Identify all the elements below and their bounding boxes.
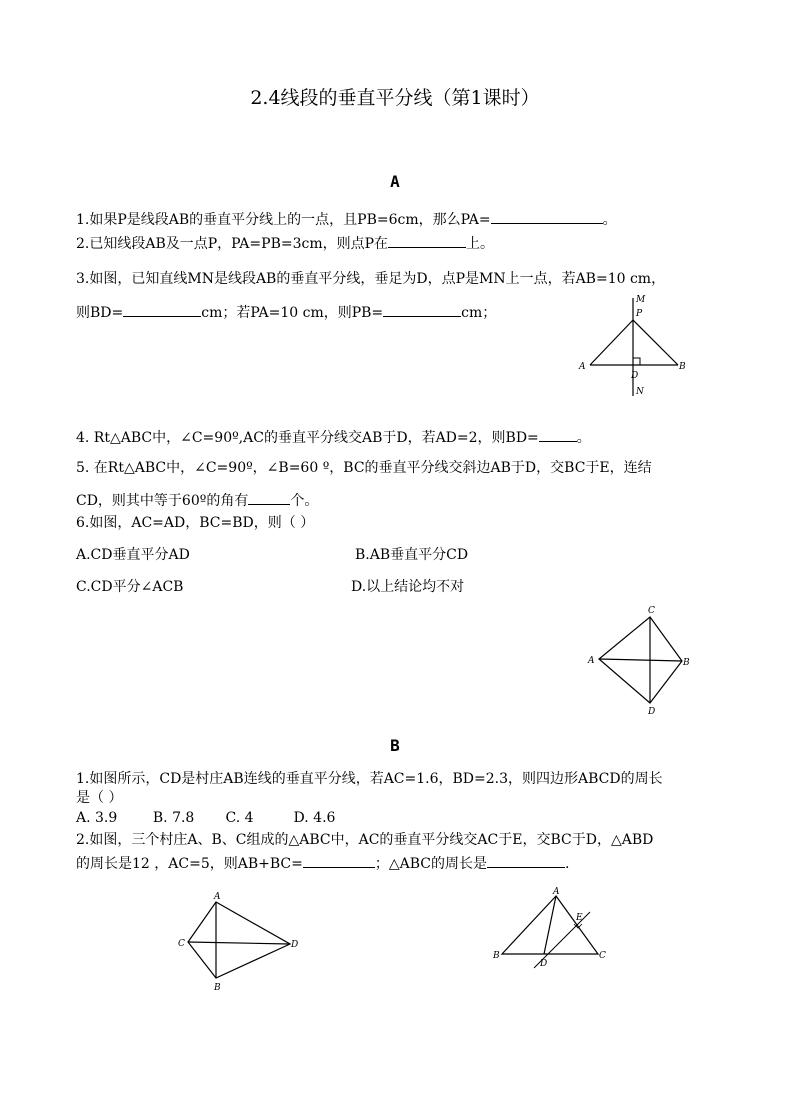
answer-blank[interactable] [487, 853, 565, 868]
answer-blank[interactable] [123, 302, 201, 317]
label-a: A [588, 656, 595, 666]
label-e: E [576, 913, 583, 923]
question-a2 [76, 233, 494, 253]
label-a: A [579, 362, 586, 372]
label-b: B [683, 658, 690, 668]
question-a1 [76, 209, 617, 229]
question-a6-stem: 6.如图，AC=AD，BC=BD，则（ ） [76, 515, 315, 531]
label-d: D [648, 707, 656, 717]
page-title: 2.4线段的垂直平分线（第1课时） [250, 87, 540, 109]
question-text: 。 [576, 430, 591, 446]
question-a3-line2 [76, 302, 496, 322]
label-p: P [636, 309, 643, 319]
answer-blank[interactable] [248, 490, 290, 505]
figure-village-quadrilateral [174, 890, 304, 995]
label-a: A [553, 887, 560, 897]
question-a5-line1: 5. 在Rt△ABC中，∠C=90º，∠B=60 º，BC的垂直平分线交斜边AB于D，交BC于E，连结 [76, 460, 652, 476]
question-text: 。 [602, 212, 617, 228]
answer-blank[interactable] [388, 233, 466, 248]
question-text: 上。 [466, 236, 495, 252]
answer-blank[interactable] [303, 853, 375, 868]
label-d: D [540, 959, 548, 969]
question-text: . [564, 856, 570, 872]
question-text: cm；若PA=10 cm，则PB= [201, 305, 384, 321]
option-a[interactable]: A.CD垂直平分AD [76, 547, 190, 563]
question-text: 2.已知线段AB及一点P，PA=PB=3cm，则点P在 [76, 236, 389, 252]
question-text: 的周长是12 ，AC=5，则AB+BC= [76, 856, 303, 872]
section-b-heading: B [390, 736, 400, 755]
question-text: 1.如果P是线段AB的垂直平分线上的一点，且PB=6cm，那么PA= [76, 212, 491, 228]
answer-blank[interactable] [383, 302, 461, 317]
label-n: N [636, 387, 644, 397]
question-a5-line2 [76, 490, 318, 510]
option-b[interactable]: B.AB垂直平分CD [355, 547, 469, 563]
label-b: B [679, 362, 686, 372]
question-b2-line2 [76, 853, 569, 873]
label-c: C [648, 606, 655, 616]
option-d[interactable]: D.以上结论均不对 [351, 579, 465, 595]
answer-blank[interactable] [491, 209, 603, 224]
figure-kite-acbd [584, 603, 696, 718]
figure-village-triangle [490, 886, 615, 971]
question-b1-options[interactable]: A. 3.9 B. 7.8 C. 4 D. 4.6 [76, 810, 336, 826]
question-b2-line1: 2.如图，三个村庄A、B、C组成的△ABC中，AC的垂直平分线交AC于E，交BC于D，△ABD [76, 832, 654, 848]
question-text: CD，则其中等于60º的角有 [76, 493, 249, 509]
question-text: cm； [461, 305, 497, 321]
question-b1-line2: 是（ ） [76, 790, 123, 806]
option-c[interactable]: C.CD平分∠ACB [76, 579, 184, 595]
question-text: ；△ABC的周长是 [374, 856, 487, 872]
label-d: D [631, 371, 639, 381]
question-text: 个。 [290, 493, 319, 509]
label-a: A [214, 892, 221, 902]
label-c: C [599, 951, 606, 961]
question-a4 [76, 427, 591, 447]
label-m: M [636, 295, 646, 305]
question-a3-line1: 3.如图，已知直线MN是线段AB的垂直平分线，垂足为D，点P是MN上一点，若AB=10 cm， [76, 271, 666, 287]
answer-blank[interactable] [539, 427, 577, 442]
label-d: D [291, 940, 299, 950]
figure-perpendicular-bisector [575, 292, 690, 402]
label-b: B [493, 951, 500, 961]
section-a-heading: A [390, 172, 400, 191]
label-b: B [214, 983, 221, 993]
question-text: 4. Rt△ABC中，∠C=90º,AC的垂直平分线交AB于D，若AD=2，则BD= [76, 430, 539, 446]
question-b1-line1: 1.如图所示，CD是村庄AB连线的垂直平分线，若AC=1.6，BD=2.3，则四边形ABCD的周长 [76, 771, 663, 787]
label-c: C [178, 939, 185, 949]
question-text: 则BD= [76, 305, 124, 321]
